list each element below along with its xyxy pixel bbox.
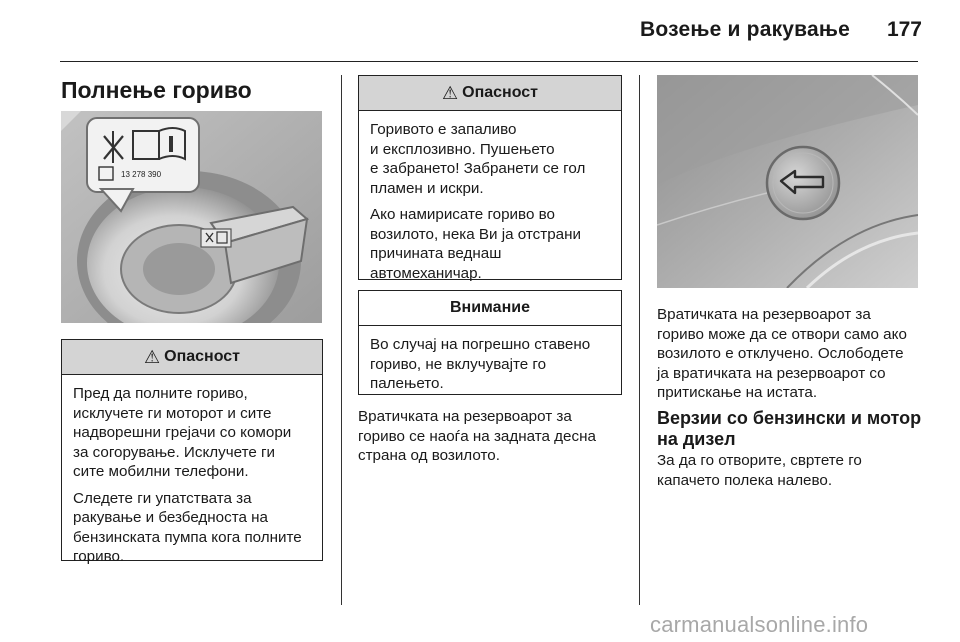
notice-box-heading: Внимание (359, 291, 621, 326)
fuel-filler-photo (61, 111, 322, 323)
section-title: Полнење гориво (61, 77, 252, 103)
danger-box-heading (359, 76, 621, 111)
running-header-title: Возење и ракување (640, 18, 850, 41)
warning-triangle-icon: ⚠ (441, 83, 459, 103)
column-divider (341, 75, 342, 605)
danger-box-paragraph: Горивото е запаливо и експлозивно. Пушењето е забрането! Забранети се гол пламен и искри. (370, 121, 586, 197)
page-number: 177 (886, 18, 922, 41)
danger-box-refuelling (61, 339, 323, 565)
warning-triangle-icon: ⚠ (143, 347, 161, 367)
fuel-door-open-text: Вратичката на резервоарот за гориво може да се отвори само ако возилото е отклучено. Ослободете ја вратичката на резервоарот со притискање на истата. (657, 306, 907, 401)
danger-box-paragraph: Пред да полните гориво, исклучете ги моторот и сите надворешни грејачи со комори за согорување. Исклучете ги сите мобилни телефони. (73, 385, 292, 480)
danger-box-paragraph: Ако намирисате гориво во возилото, нека Ви ја отстрани причината веднаш автомеханичар. (370, 206, 582, 282)
label-code: 13 278 390 (121, 170, 162, 179)
danger-box-paragraph: Следете ги упатствата за ракување и безбедноста на бензинската пумпа кога полните гориво. (73, 489, 302, 565)
notice-box-paragraph: Во случај на погрешно ставено гориво, не вклучувајте го палењето. (370, 336, 591, 392)
subheading-petrol-diesel: Верзии со бензински и мотор на дизел (657, 408, 922, 449)
header-rule (60, 61, 918, 62)
column-divider (639, 75, 640, 605)
fuel-door-location-text: Вратичката на резервоарот за гориво се наоѓа на задната десна страна од возилото. (358, 408, 596, 464)
cap-open-instruction-text: За да го отворите, свртете го капачето полека налево. (657, 452, 862, 489)
notice-box (358, 290, 622, 395)
fuel-door-photo (657, 75, 918, 288)
watermark: carmanualsonline.info (650, 612, 869, 637)
danger-box-flammable (358, 75, 622, 280)
danger-box-heading-label: Опасност (462, 84, 538, 101)
danger-box-heading (62, 340, 322, 375)
danger-box-heading-label: Опасност (164, 348, 240, 365)
